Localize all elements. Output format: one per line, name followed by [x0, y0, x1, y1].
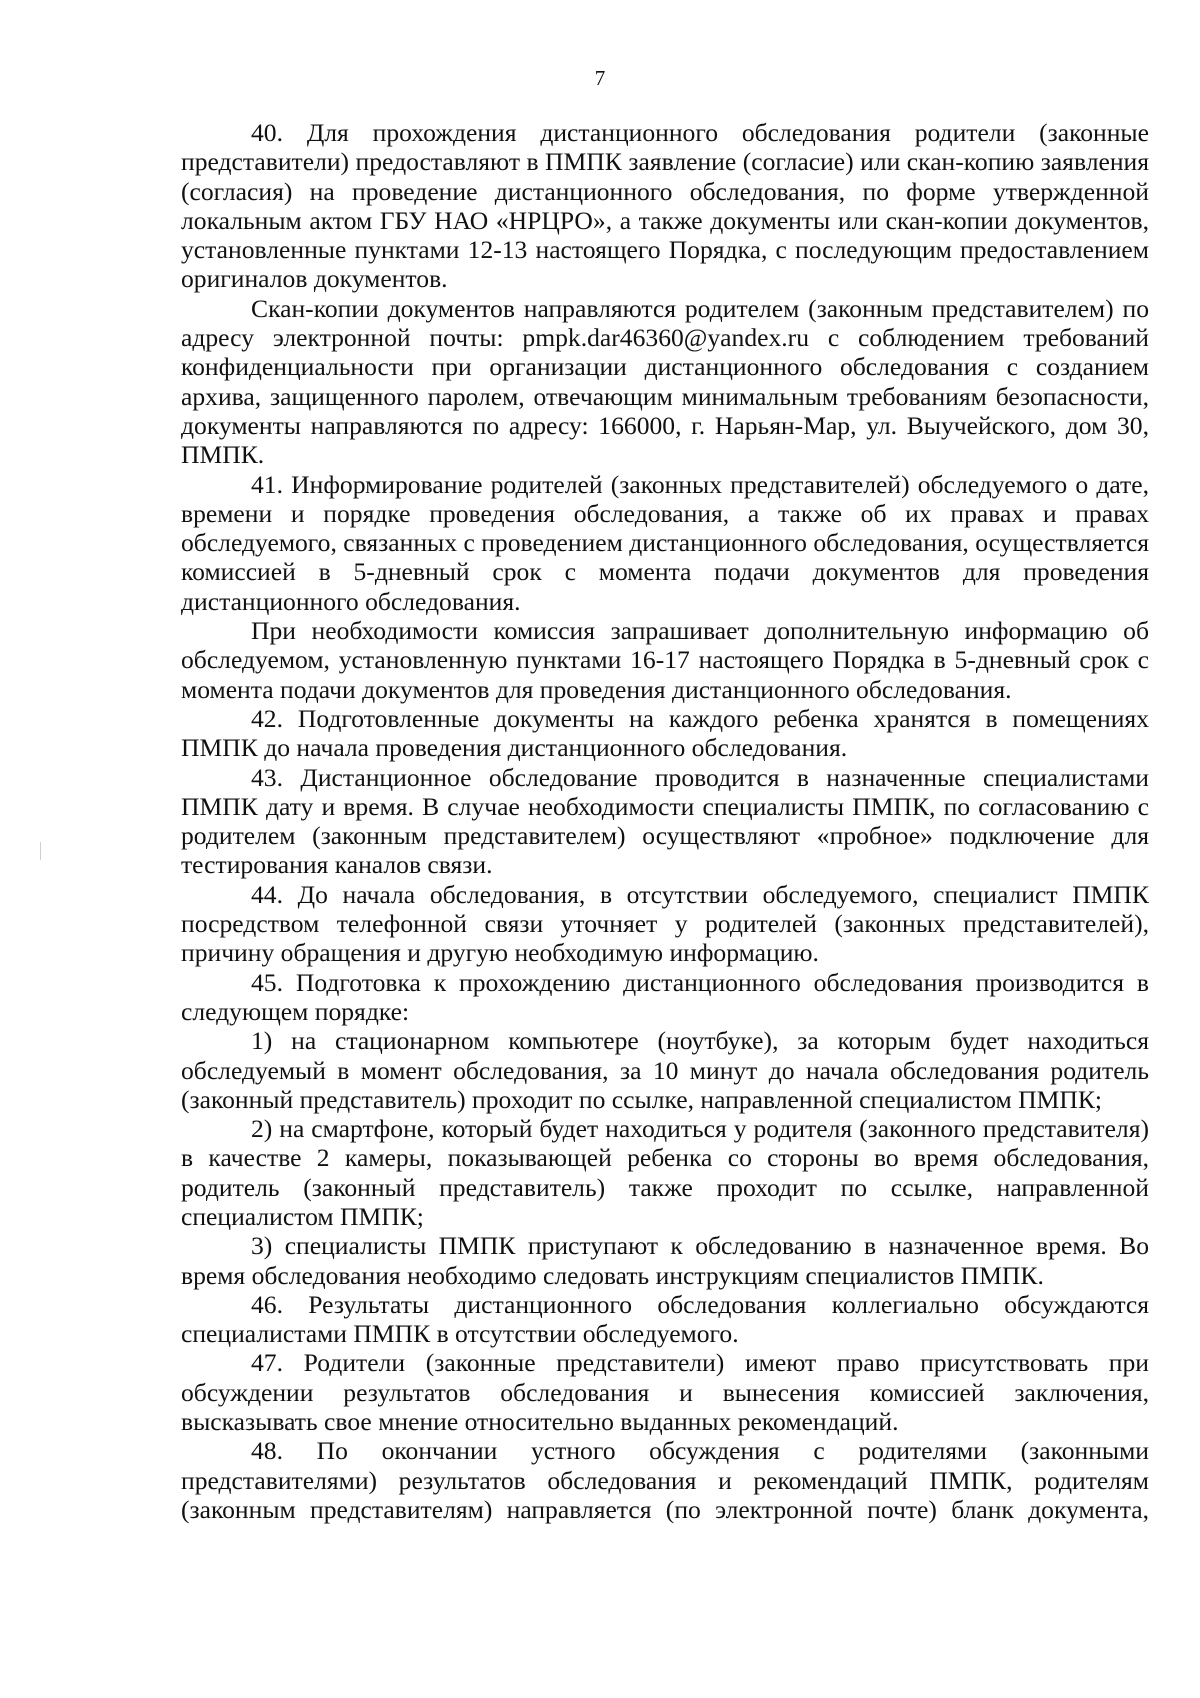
paragraph-41: 41. Информирование родителей (законных представителей) обследуемого о дате, времени и порядке проведения обследования, а также об их правах и правах обследуемого, связанных с проведением дистанционного обследования, осуществляется комиссией в 5-дневный срок с момента подачи документов для проведения дистанционного обследования.	[181, 469, 1149, 616]
paragraph-40-scan-copies: Скан-копии документов направляются родителем (законным представителем) по адресу электронной почты: pmpk.dar46360@yandex.ru с соблюдением требований конфиденциальности при организации дистанционного обследования с созданием архива, защищенного паролем, отвечающим минимальным требованиям безопасности, документы направляются по адресу: 166000, г. Нарьян-Мар, ул. Выучейского, дом 30, ПМПК.	[181, 293, 1149, 470]
paragraph-45-item-3: 3) специалисты ПМПК приступают к обследованию в назначенное время. Во время обследования необходимо следовать инструкциям специалистов ПМПК.	[181, 1231, 1149, 1290]
page-number: 7	[594, 66, 606, 90]
paragraph-43: 43. Дистанционное обследование проводится в назначенные специалистами ПМПК дату и время. В случае необходимости специалисты ПМПК, по согласованию с родителем (законным представителем) осуществляют «пробное» подключение для тестирования каналов связи.	[181, 762, 1149, 880]
paragraph-44: 44. До начала обследования, в отсутствии обследуемого, специалист ПМПК посредством телефонной связи уточняет у родителей (законных представителей), причину обращения и другую необходимую информацию.	[181, 879, 1149, 968]
scan-margin-mark	[40, 842, 41, 860]
paragraph-40: 40. Для прохождения дистанционного обследования родители (законные представители) предоставляют в ПМПК заявление (согласие) или скан-копию заявления (согласия) на проведение дистанционного обследования, по форме утвержденной локальным актом ГБУ НАО «НРЦРО», а также документы или скан-копии документов, установленные пунктами 12-13 настоящего Порядка, с последующим предоставлением оригиналов документов.	[181, 118, 1149, 294]
paragraph-48: 48. По окончании устного обсуждения с родителями (законными представителями) результатов обследования и рекомендаций ПМПК, родителям (законным представителям) направляется (по электронной почте) бланк документа,	[181, 1436, 1149, 1524]
paragraph-45-item-2: 2) на смартфоне, который будет находиться у родителя (законного представителя) в качестве 2 камеры, показывающей ребенка со стороны во время обследования, родитель (законный представитель) также проходит по ссылке, направленной специалистом ПМПК;	[181, 1114, 1149, 1231]
paragraph-46: 46. Результаты дистанционного обследования коллегиально обсуждаются специалистами ПМПК в отсутствии обследуемого.	[181, 1289, 1149, 1349]
paragraph-47: 47. Родители (законные представители) имеют право присутствовать при обсуждении результатов обследования и вынесения комиссией заключения, высказывать свое мнение относительно выданных рекомендаций.	[181, 1348, 1149, 1437]
paragraph-42: 42. Подготовленные документы на каждого ребенка хранятся в помещениях ПМПК до начала проведения дистанционного обследования.	[181, 703, 1149, 763]
document-body	[181, 118, 1149, 1524]
paragraph-41-additional-info: При необходимости комиссия запрашивает дополнительную информацию об обследуемом, установленную пунктами 16-17 настоящего Порядка в 5-дневный срок с момента подачи документов для проведения дистанционного обследования.	[181, 616, 1149, 704]
paragraph-45: 45. Подготовка к прохождению дистанционного обследования производится в следующем порядке:	[181, 967, 1149, 1026]
paragraph-45-item-1: 1) на стационарном компьютере (ноутбуке), за которым будет находиться обследуемый в момент обследования, за 10 минут до начала обследования родитель (законный представитель) проходит по ссылке, направленной специалистом ПМПК;	[181, 1026, 1149, 1114]
